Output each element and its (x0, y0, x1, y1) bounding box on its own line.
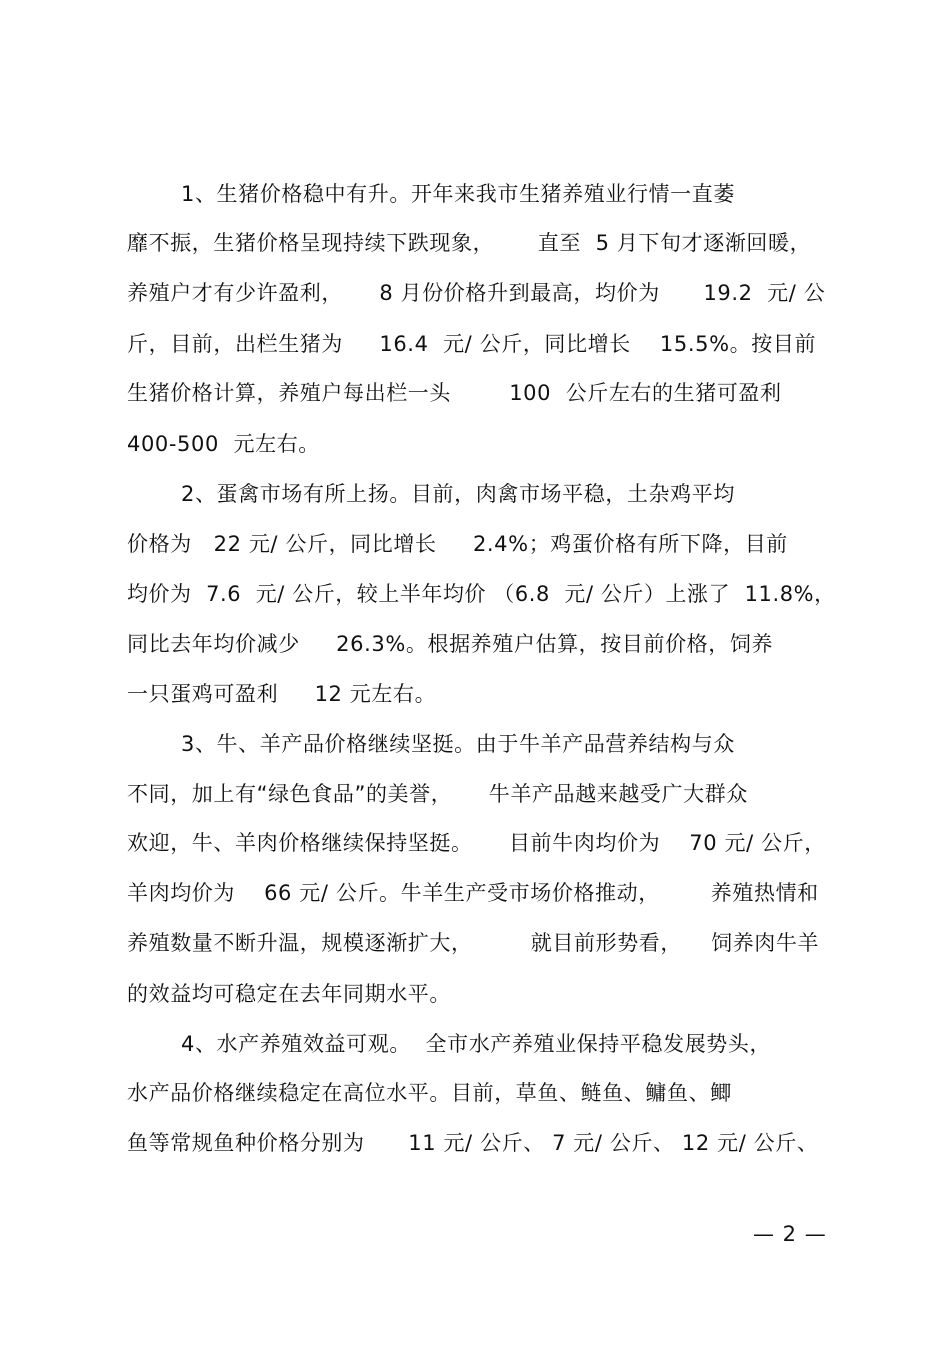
text-line: 欢迎，牛、羊肉价格继续保持坚挺。 目前牛肉均价为 70 元/ 公斤， (127, 831, 826, 855)
text-line: 4、水产养殖效益可观。 全市水产养殖业保持平稳发展势头， (181, 1032, 772, 1056)
text-line: 水产品价格继续稳定在高位水平。目前，草鱼、鲢鱼、鳙鱼、鲫 (127, 1081, 732, 1105)
text-line: 均价为 7.6 元/ 公斤，较上半年均价 （6.8 元/ 公斤）上涨了 11.8%， (127, 582, 836, 606)
text-line: 2、蛋禽市场有所上扬。目前，肉禽市场平稳，土杂鸡平均 (181, 482, 735, 506)
text-line: 生猪价格计算，养殖户每出栏一头 100 公斤左右的生猪可盈利 (127, 381, 782, 405)
text-line: 鱼等常规鱼种价格分别为 11 元/ 公斤、 7 元/ 公斤、 12 元/ 公斤、 (127, 1131, 819, 1155)
text-line: 3、牛、羊产品价格继续坚挺。由于牛羊产品营养结构与众 (181, 732, 735, 756)
text-line: 斤，目前，出栏生猪为 16.4 元/ 公斤，同比增长 15.5%。按目前 (127, 332, 817, 356)
text-line: 1、生猪价格稳中有升。开年来我市生猪养殖业行情一直萎 (181, 182, 735, 206)
text-line: 靡不振，生猪价格呈现持续下跌现象， 直至 5 月下旬才逐渐回暖， (127, 231, 812, 255)
text-line: 400-500 元左右。 (127, 432, 320, 456)
text-line: 的效益均可稳定在去年同期水平。 (127, 982, 451, 1006)
page-number: — 2 — (753, 1222, 827, 1246)
text-line: 羊肉均价为 66 元/ 公斤。牛羊生产受市场价格推动， 养殖热情和 (127, 881, 819, 905)
text-line: 养殖户才有少许盈利， 8 月份价格升到最高，均价为 19.2 元/ 公 (127, 281, 826, 305)
text-line: 不同，加上有“绿色食品”的美誉， 牛羊产品越来越受广大群众 (127, 782, 748, 806)
text-line: 价格为 22 元/ 公斤，同比增长 2.4%；鸡蛋价格有所下降，目前 (127, 532, 788, 556)
text-line: 一只蛋鸡可盈利 12 元左右。 (127, 682, 437, 706)
text-line: 养殖数量不断升温，规模逐渐扩大， 就目前形势看， 饲养肉牛羊 (127, 931, 820, 955)
text-line: 同比去年均价减少 26.3%。根据养殖户估算，按目前价格，饲养 (127, 632, 774, 656)
